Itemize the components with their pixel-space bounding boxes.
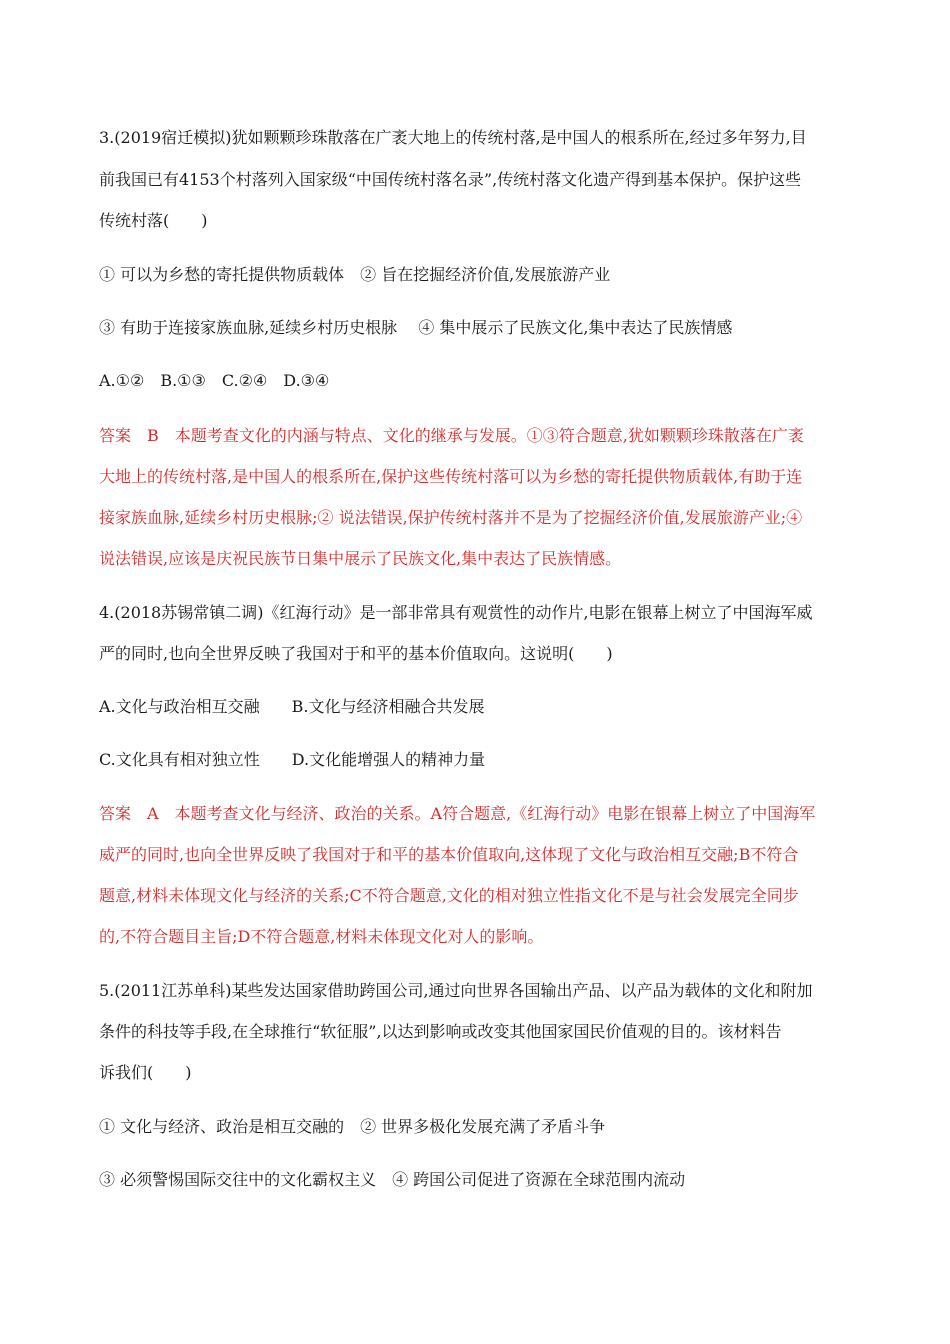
q4-answer-line-4: 的,不符合题目主旨;D不符合题意,材料未体现文化对人的影响。 — [99, 927, 544, 946]
q3-stem-line-2: 前我国已有4153个村落列入国家级“中国传统村落名录”,传统村落文化遗产得到基本保护。保护这些 — [99, 170, 802, 189]
q3-choices: A.①② B.①③ C.②④ D.③④ — [99, 371, 330, 390]
q5-option-line-2: ③ 必须警惕国际交往中的文化霸权主义 ④ 跨国公司促进了资源在全球范围内流动 — [99, 1170, 686, 1189]
q3-option-line-1: ① 可以为乡愁的寄托提供物质载体 ② 旨在挖掘经济价值,发展旅游产业 — [99, 265, 611, 284]
q5-option-line-1: ① 文化与经济、政治是相互交融的 ② 世界多极化发展充满了矛盾斗争 — [99, 1117, 606, 1136]
q3-answer-line-2: 大地上的传统村落,是中国人的根系所在,保护这些传统村落可以为乡愁的寄托提供物质载体,有助于连 — [99, 467, 803, 486]
q4-answer-line-3: 题意,材料未体现文化与经济的关系;C不符合题意,文化的相对独立性指文化不是与社会发展完全同步 — [99, 886, 799, 905]
q3-answer-line-1: 答案 B 本题考查文化的内涵与特点、文化的继承与发展。①③符合题意,犹如颗颗珍珠散落在广袤 — [99, 426, 804, 445]
q3-stem-line-1: 3.(2019宿迁模拟)犹如颗颗珍珠散落在广袤大地上的传统村落,是中国人的根系所在,经过多年努力,目 — [99, 128, 807, 147]
q4-answer-line-1: 答案 A 本题考查文化与经济、政治的关系。A符合题意,《红海行动》电影在银幕上树立了中国海军 — [99, 804, 816, 823]
q4-stem-line-1: 4.(2018苏锡常镇二调)《红海行动》是一部非常具有观赏性的动作片,电影在银幕上树立了中国海军威 — [99, 603, 813, 622]
q4-stem-line-2: 严的同时,也向全世界反映了我国对于和平的基本价值取向。这说明( ) — [99, 644, 613, 663]
q4-answer-line-2: 威严的同时,也向全世界反映了我国对于和平的基本价值取向,这体现了文化与政治相互交融;B不符合 — [99, 845, 799, 864]
q5-stem-line-1: 5.(2011江苏单科)某些发达国家借助跨国公司,通过向世界各国输出产品、以产品为载体的文化和附加 — [99, 981, 813, 1000]
q5-stem-line-3: 诉我们( ) — [99, 1063, 192, 1082]
q4-option-line-1: A.文化与政治相互交融 B.文化与经济相融合共发展 — [99, 697, 485, 716]
q3-option-line-2: ③ 有助于连接家族血脉,延续乡村历史根脉 ④ 集中展示了民族文化,集中表达了民族情感 — [99, 318, 733, 337]
q3-answer-line-4: 说法错误,应该是庆祝民族节日集中展示了民族文化,集中表达了民族情感。 — [99, 549, 622, 568]
q3-answer-line-3: 接家族血脉,延续乡村历史根脉;② 说法错误,保护传统村落并不是为了挖掘经济价值,发展旅游产业;④ — [99, 508, 803, 527]
q3-stem-line-3: 传统村落( ) — [99, 211, 208, 230]
q4-option-line-2: C.文化具有相对独立性 D.文化能增强人的精神力量 — [99, 750, 486, 769]
q5-stem-line-2: 条件的科技等手段,在全球推行“软征服”,以达到影响或改变其他国家国民价值观的目的。该材料告 — [99, 1022, 782, 1041]
